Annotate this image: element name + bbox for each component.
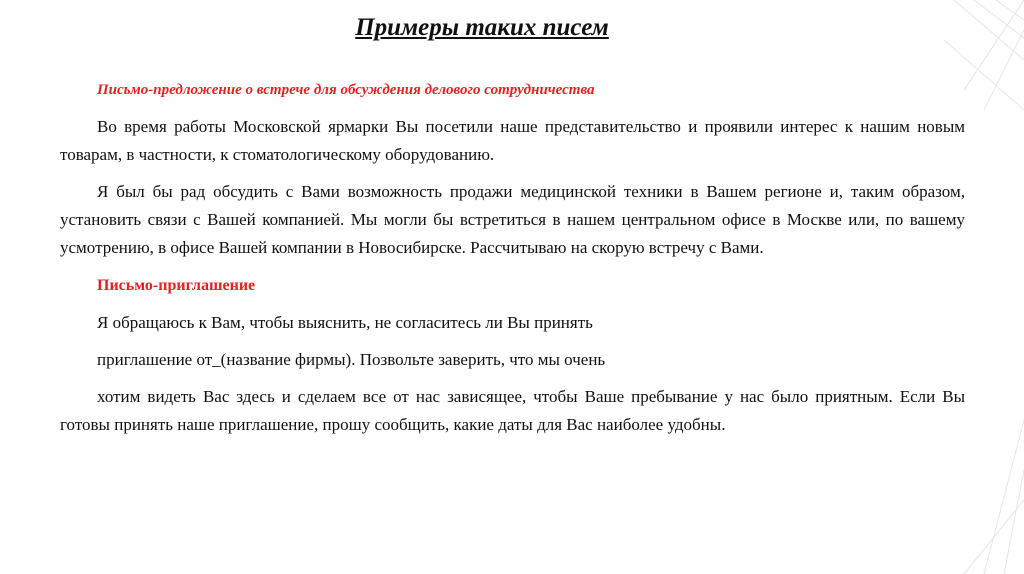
section2-heading-text: Письмо-приглашение [97, 277, 256, 294]
section2-paragraph-1: Я обращаюсь к Вам, чтобы выяснить, не согласитесь ли Вы принять [97, 313, 593, 332]
page-title: Примеры таких писем [355, 14, 609, 41]
section2-paragraph-2: приглашение от_(название фирмы). Позвольте заверить, что мы очень [97, 350, 606, 369]
section1-heading [60, 75, 965, 104]
section2-heading [60, 271, 965, 300]
section2-paragraph-3: хотим видеть Вас здесь и сделаем все от нас зависящее, чтобы Ваше пребывание у нас было приятным. Если Вы готовы принять наше приглашение, прошу сообщить, какие даты для Вас наиболее удобны. [60, 387, 965, 434]
section1-heading-text: Письмо-предложение о встрече для обсуждения делового сотрудничества [97, 82, 595, 98]
letter-examples [60, 75, 965, 448]
section1-paragraph-2: Я был бы рад обсудить с Вами возможность продажи медицинской техники в Вашем регионе и, таким образом, установить связи с Вашей компанией. Мы могли бы встретиться в нашем центральном офисе в Москве или, по вашему усмотрению, в офисе Вашей компании в Новосибирске. Рассчитываю на скорую встречу с Вами. [60, 182, 965, 257]
section1-paragraph-1: Во время работы Московской ярмарки Вы посетили наше представительство и проявили интерес к нашим новым товарам, в частности, к стоматологическому оборудованию. [60, 117, 965, 164]
